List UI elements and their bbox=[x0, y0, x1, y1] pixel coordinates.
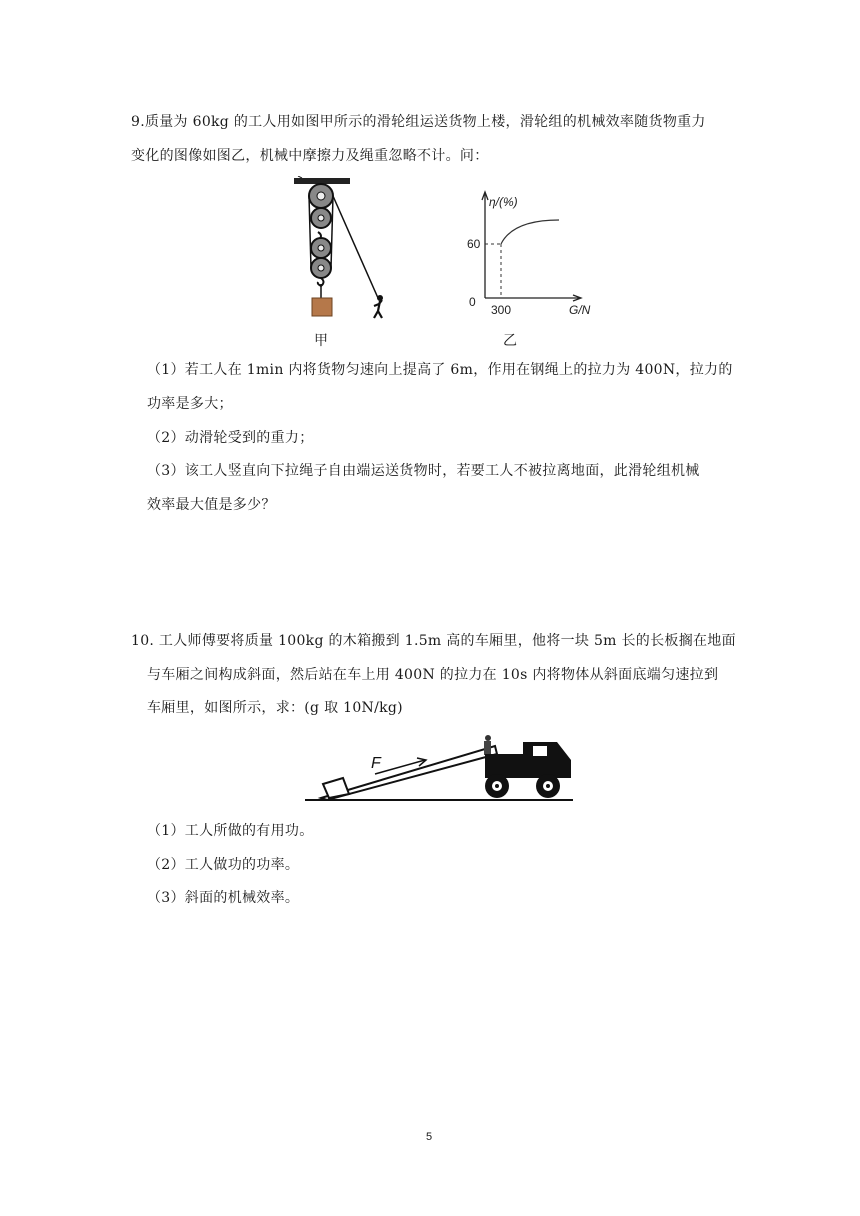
graph-caption: 乙 bbox=[503, 333, 517, 349]
pulley-figure-caption: 甲 bbox=[314, 333, 328, 349]
q9-sub3-line-1: （3）该工人竖直向下拉绳子自由端运送货物时，若要工人不被拉离地面，此滑轮组机械 bbox=[147, 463, 700, 479]
q9-line-1: 9.质量为 60kg 的工人用如图甲所示的滑轮组运送货物上楼，滑轮组的机械效率随货物重力 bbox=[131, 114, 706, 130]
q10-sub1: （1）工人所做的有用功。 bbox=[147, 823, 314, 839]
q10-line-1: 10. 工人师傅要将质量 100kg 的木箱搬到 1.5m 高的车厢里，他将一块 5m 长的长板搁在地面 bbox=[131, 633, 736, 649]
graph-y-tick: 60 bbox=[467, 237, 481, 251]
efficiency-graph bbox=[455, 188, 595, 320]
q9-sub1-line-1: （1）若工人在 1min 内将货物匀速向上提高了 6m，作用在钢绳上的拉力为 400N，拉力的 bbox=[147, 362, 733, 378]
q10-sub2: （2）工人做功的功率。 bbox=[147, 857, 300, 873]
q10-line-2: 与车厢之间构成斜面，然后站在车上用 400N 的拉力在 10s 内将物体从斜面底端匀速拉到 bbox=[147, 667, 719, 683]
graph-y-axis-label: η/(%) bbox=[489, 195, 518, 209]
graph-x-tick: 300 bbox=[491, 303, 512, 317]
graph-x-axis-label: G/N bbox=[569, 303, 591, 317]
q10-sub3: （3）斜面的机械效率。 bbox=[147, 890, 300, 906]
q9-sub1-line-2: 功率是多大； bbox=[147, 396, 233, 412]
q9-sub3-line-2: 效率最大值是多少？ bbox=[147, 497, 276, 513]
force-label: F bbox=[371, 755, 381, 772]
incline-truck-figure bbox=[305, 728, 575, 804]
graph-origin: 0 bbox=[469, 295, 476, 309]
q10-line-3: 车厢里，如图所示，求：(g 取 10N/kg) bbox=[147, 700, 403, 716]
page-number: 5 bbox=[426, 1131, 433, 1143]
pulley-system-figure bbox=[290, 176, 400, 326]
q9-line-2: 变化的图像如图乙，机械中摩擦力及绳重忽略不计。问： bbox=[131, 148, 489, 164]
q9-sub2: （2）动滑轮受到的重力； bbox=[147, 430, 314, 446]
